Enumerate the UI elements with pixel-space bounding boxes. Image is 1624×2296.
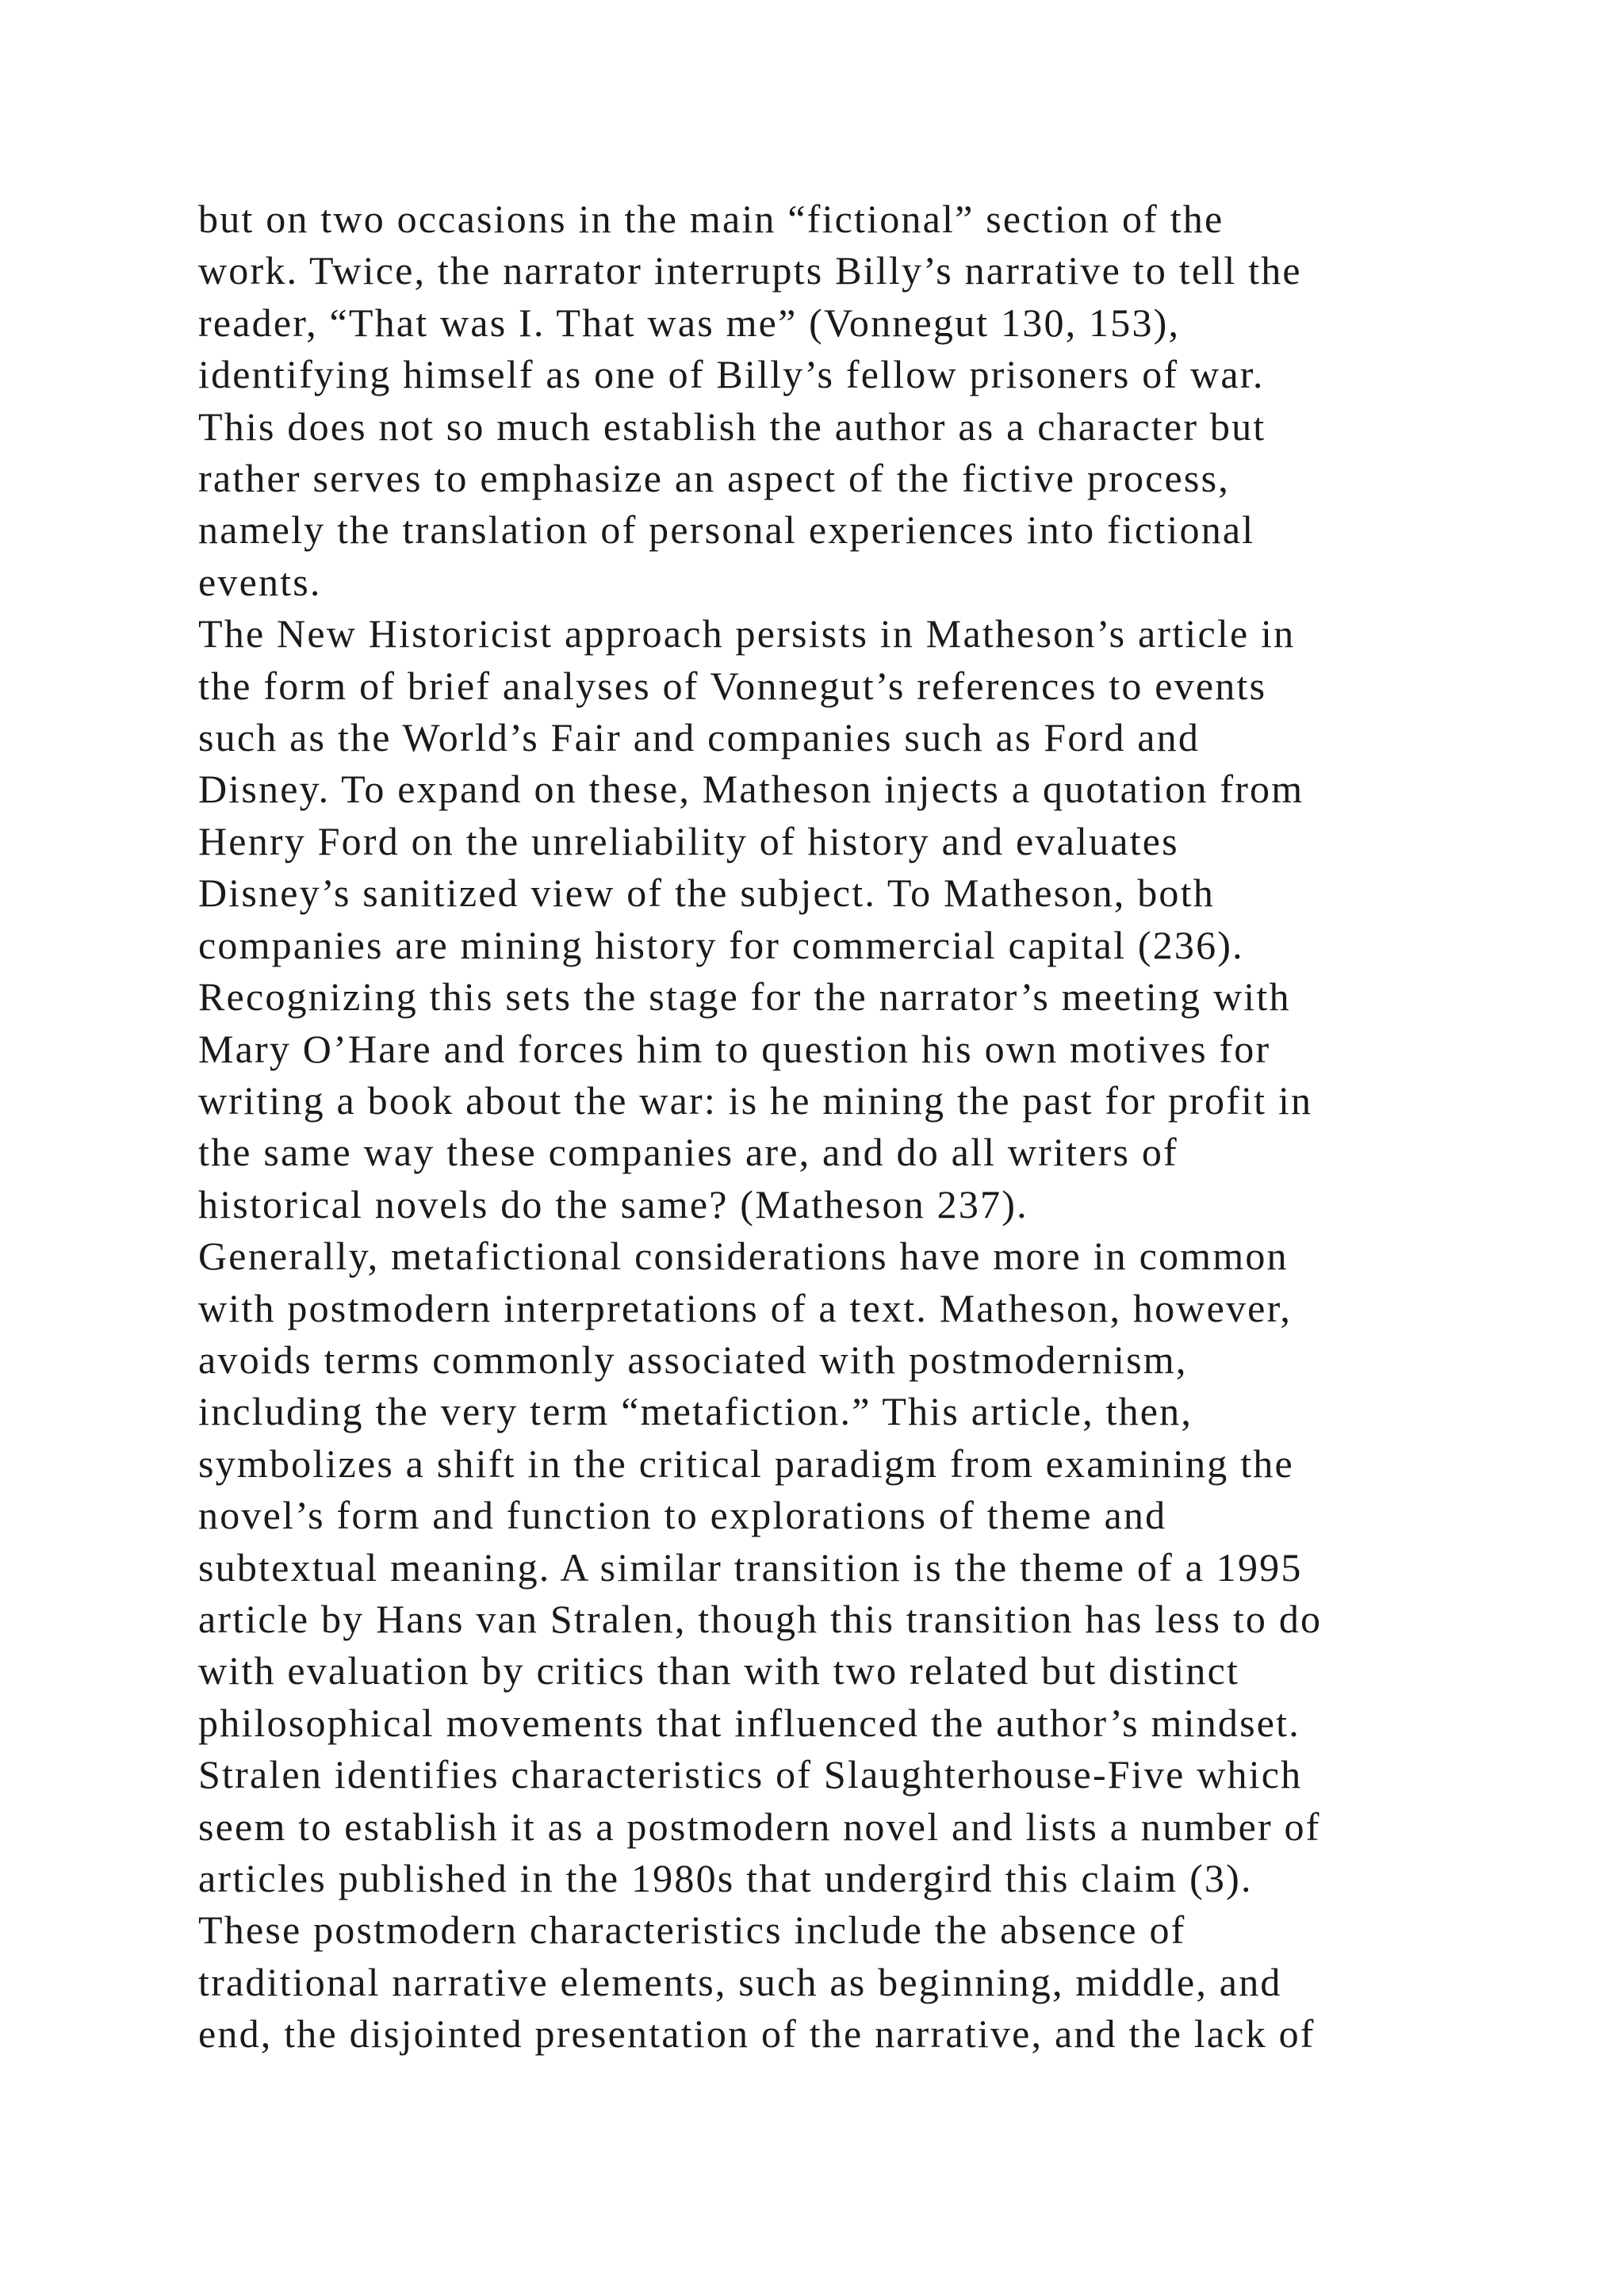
text-line: novel’s form and function to explorations of theme and (198, 1493, 1167, 1538)
text-line: Disney’s sanitized view of the subject. To Matheson, both (198, 871, 1215, 916)
text-line: such as the World’s Fair and companies such as Ford and (198, 715, 1201, 760)
text-line: symbolizes a shift in the critical paradigm from examining the (198, 1441, 1294, 1486)
text-line: reader, “That was I. That was me” (Vonnegut 130, 153), (198, 300, 1181, 345)
body-text (198, 193, 1499, 2061)
text-line: Generally, metafictional considerations have more in common (198, 1234, 1289, 1279)
text-line: article by Hans van Stralen, though this transition has less to do (198, 1596, 1323, 1641)
text-line: end, the disjointed presentation of the narrative, and the lack of (198, 2011, 1316, 2057)
text-line: namely the translation of personal experiences into fictional (198, 507, 1255, 553)
text-line: These postmodern characteristics include the absence of (198, 1908, 1186, 1953)
text-line: Henry Ford on the unreliability of history and evaluates (198, 818, 1179, 863)
text-line: the form of brief analyses of Vonnegut’s references to events (198, 663, 1267, 708)
text-line: writing a book about the war: is he mining the past for profit in (198, 1077, 1313, 1123)
text-line: with postmodern interpretations of a text. Matheson, however, (198, 1285, 1293, 1330)
text-line: identifying himself as one of Billy’s fellow prisoners of war. (198, 352, 1265, 397)
text-line: philosophical movements that influenced the author’s mindset. (198, 1700, 1300, 1745)
text-line: traditional narrative elements, such as beginning, middle, and (198, 1959, 1282, 2004)
text-line: Stralen identifies characteristics of Slaughterhouse-Five which (198, 1752, 1303, 1797)
text-line: the same way these companies are, and do all writers of (198, 1130, 1178, 1175)
text-line: subtextual meaning. A similar transition is the theme of a 1995 (198, 1544, 1303, 1590)
text-line: Recognizing this sets the stage for the narrator’s meeting with (198, 974, 1291, 1020)
text-line: but on two occasions in the main “fictional” section of the (198, 197, 1224, 241)
text-line: The New Historicist approach persists in Matheson’s article in (198, 611, 1296, 656)
text-line: work. Twice, the narrator interrupts Billy’s narrative to tell the (198, 248, 1302, 293)
text-line: articles published in the 1980s that undergird this claim (3). (198, 1856, 1253, 1900)
text-line: Mary O’Hare and forces him to question his own motives for (198, 1026, 1271, 1071)
text-line: This does not so much establish the author as a character but (198, 404, 1266, 449)
text-line: including the very term “metafiction.” This article, then, (198, 1389, 1193, 1434)
text-line: rather serves to emphasize an aspect of the fictive process, (198, 456, 1230, 501)
text-line: events. (198, 559, 322, 604)
text-line: with evaluation by critics than with two related but distinct (198, 1648, 1240, 1693)
text-line: seem to establish it as a postmodern novel and lists a number of (198, 1804, 1321, 1849)
text-line: companies are mining history for commercial capital (236). (198, 922, 1244, 967)
text-line: historical novels do the same? (Matheson 237). (198, 1181, 1028, 1226)
text-line: Disney. To expand on these, Matheson injects a quotation from (198, 767, 1304, 812)
text-line: avoids terms commonly associated with postmodernism, (198, 1337, 1188, 1382)
